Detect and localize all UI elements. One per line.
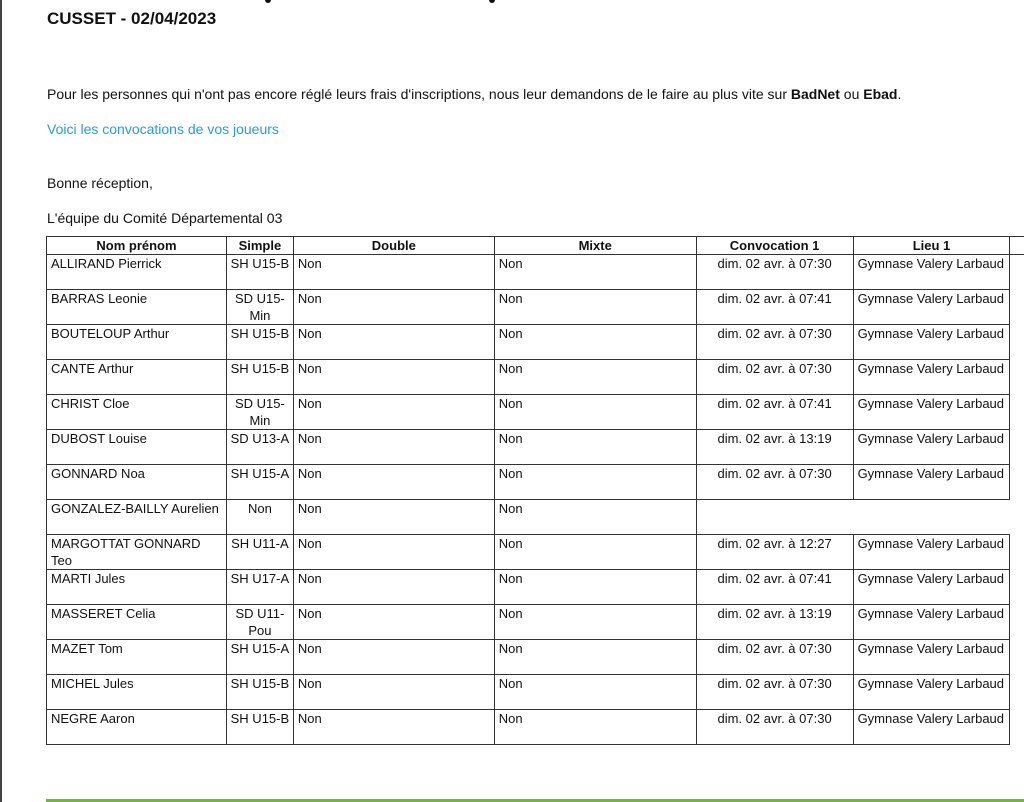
column-header-cropped: [1010, 237, 1024, 255]
simple-cell: SD U15-Min: [226, 395, 293, 430]
mixte-cell: Non: [494, 535, 696, 570]
simple-cell: SD U11-Pou: [226, 605, 293, 640]
payment-notice-end: .: [897, 86, 902, 102]
player-name-cell: ALLIRAND Pierrick: [47, 255, 227, 290]
column-header: Convocation 1: [696, 237, 853, 255]
mixte-cell: Non: [494, 570, 696, 605]
double-cell: Non: [293, 570, 494, 605]
column-header: Lieu 1: [853, 237, 1010, 255]
table-row: [47, 675, 1024, 710]
double-cell: Non: [293, 465, 494, 500]
player-name-cell: MARTI Jules: [47, 570, 227, 605]
row-spacer: [1010, 605, 1024, 640]
simple-cell: SH U15-B: [226, 675, 293, 710]
player-name-cell: GONZALEZ-BAILLY Aurelien: [47, 500, 227, 535]
row-spacer: [1010, 325, 1024, 360]
mixte-cell: Non: [494, 290, 696, 325]
simple-cell: SH U15-B: [226, 325, 293, 360]
player-name-cell: MAZET Tom: [47, 640, 227, 675]
convocation-cell: dim. 02 avr. à 07:30: [696, 360, 853, 395]
player-name-cell: CHRIST Cloe: [47, 395, 227, 430]
lieu-cell: Gymnase Valery Larbaud: [853, 570, 1010, 605]
convocations-link[interactable]: Voici les convocations de vos joueurs: [47, 121, 279, 137]
double-cell: Non: [293, 710, 494, 745]
mixte-cell: Non: [494, 465, 696, 500]
lieu-cell: Gymnase Valery Larbaud: [853, 290, 1010, 325]
cropped-heading-remnant: [265, 0, 505, 3]
lieu-cell: Gymnase Valery Larbaud: [853, 675, 1010, 710]
convocations-table: [46, 236, 1024, 745]
convocation-cell: dim. 02 avr. à 07:30: [696, 325, 853, 360]
lieu-cell: [853, 500, 1010, 535]
player-name-cell: MARGOTTAT GONNARD Teo: [47, 535, 227, 570]
table-row: [47, 710, 1024, 745]
row-spacer: [1010, 430, 1024, 465]
table-row: [47, 290, 1024, 325]
convocation-cell: dim. 02 avr. à 07:30: [696, 640, 853, 675]
column-header: Mixte: [494, 237, 696, 255]
row-spacer: [1010, 710, 1024, 745]
row-spacer: [1010, 675, 1024, 710]
simple-cell: SD U15-Min: [226, 290, 293, 325]
double-cell: Non: [293, 535, 494, 570]
simple-cell: SH U15-A: [226, 465, 293, 500]
lieu-cell: Gymnase Valery Larbaud: [853, 255, 1010, 290]
lieu-cell: Gymnase Valery Larbaud: [853, 465, 1010, 500]
column-header: Double: [293, 237, 494, 255]
mixte-cell: Non: [494, 255, 696, 290]
simple-cell: SH U15-B: [226, 255, 293, 290]
convocation-cell: dim. 02 avr. à 07:41: [696, 570, 853, 605]
double-cell: Non: [293, 325, 494, 360]
mixte-cell: Non: [494, 325, 696, 360]
double-cell: Non: [293, 605, 494, 640]
table-row: [47, 325, 1024, 360]
greeting-text: Bonne réception,: [47, 175, 153, 191]
row-spacer: [1010, 360, 1024, 395]
player-name-cell: BARRAS Leonie: [47, 290, 227, 325]
table-row: [47, 395, 1024, 430]
player-name-cell: MICHEL Jules: [47, 675, 227, 710]
payment-notice: [47, 86, 901, 102]
lieu-cell: Gymnase Valery Larbaud: [853, 605, 1010, 640]
simple-cell: SH U15-B: [226, 710, 293, 745]
double-cell: Non: [293, 500, 494, 535]
row-spacer: [1010, 465, 1024, 500]
simple-cell: SH U17-A: [226, 570, 293, 605]
simple-cell: SD U13-A: [226, 430, 293, 465]
lieu-cell: Gymnase Valery Larbaud: [853, 640, 1010, 675]
simple-cell: SH U15-B: [226, 360, 293, 395]
player-name-cell: MASSERET Celia: [47, 605, 227, 640]
simple-cell: SH U15-A: [226, 640, 293, 675]
double-cell: Non: [293, 395, 494, 430]
convocation-cell: dim. 02 avr. à 13:19: [696, 605, 853, 640]
column-header: Nom prénom: [47, 237, 227, 255]
page-title: CUSSET - 02/04/2023: [47, 9, 217, 28]
simple-cell: Non: [226, 500, 293, 535]
convocation-cell: dim. 02 avr. à 07:30: [696, 255, 853, 290]
lieu-cell: Gymnase Valery Larbaud: [853, 325, 1010, 360]
table-row: [47, 255, 1024, 290]
signature-text: L'équipe du Comité Départemental 03: [47, 210, 283, 226]
lieu-cell: Gymnase Valery Larbaud: [853, 395, 1010, 430]
table-header-row: [47, 237, 1024, 255]
mixte-cell: Non: [494, 710, 696, 745]
payment-notice-text: Pour les personnes qui n'ont pas encore réglé leurs frais d'inscriptions, nous leur demandons de le faire au plus vite sur: [47, 86, 791, 102]
table-row: [47, 605, 1024, 640]
convocation-cell: [696, 500, 853, 535]
mixte-cell: Non: [494, 675, 696, 710]
row-spacer: [1010, 255, 1024, 290]
row-spacer: [1010, 500, 1024, 535]
player-name-cell: GONNARD Noa: [47, 465, 227, 500]
mixte-cell: Non: [494, 360, 696, 395]
lieu-cell: Gymnase Valery Larbaud: [853, 430, 1010, 465]
mixte-cell: Non: [494, 500, 696, 535]
row-spacer: [1010, 395, 1024, 430]
table-row: [47, 640, 1024, 675]
row-spacer: [1010, 570, 1024, 605]
double-cell: Non: [293, 640, 494, 675]
table-row: [47, 430, 1024, 465]
convocation-cell: dim. 02 avr. à 07:30: [696, 675, 853, 710]
convocation-cell: dim. 02 avr. à 07:41: [696, 395, 853, 430]
mixte-cell: Non: [494, 430, 696, 465]
convocation-cell: dim. 02 avr. à 07:41: [696, 290, 853, 325]
lieu-cell: Gymnase Valery Larbaud: [853, 535, 1010, 570]
page-edge: [0, 0, 2, 802]
row-spacer: [1010, 640, 1024, 675]
table-row: [47, 535, 1024, 570]
double-cell: Non: [293, 360, 494, 395]
double-cell: Non: [293, 255, 494, 290]
mixte-cell: Non: [494, 605, 696, 640]
mixte-cell: Non: [494, 395, 696, 430]
player-name-cell: DUBOST Louise: [47, 430, 227, 465]
table-row: [47, 570, 1024, 605]
simple-cell: SH U11-A: [226, 535, 293, 570]
ebad-label: Ebad: [863, 86, 898, 102]
row-spacer: [1010, 290, 1024, 325]
player-name-cell: BOUTELOUP Arthur: [47, 325, 227, 360]
convocation-cell: dim. 02 avr. à 13:19: [696, 430, 853, 465]
column-header: Simple: [226, 237, 293, 255]
convocation-cell: dim. 02 avr. à 12:27: [696, 535, 853, 570]
lieu-cell: Gymnase Valery Larbaud: [853, 360, 1010, 395]
table-row: [47, 500, 1024, 535]
convocation-cell: dim. 02 avr. à 07:30: [696, 465, 853, 500]
double-cell: Non: [293, 430, 494, 465]
double-cell: Non: [293, 290, 494, 325]
table-row: [47, 465, 1024, 500]
lieu-cell: Gymnase Valery Larbaud: [853, 710, 1010, 745]
row-spacer: [1010, 535, 1024, 570]
convocation-cell: dim. 02 avr. à 07:30: [696, 710, 853, 745]
badnet-label: BadNet: [790, 86, 840, 102]
player-name-cell: NEGRE Aaron: [47, 710, 227, 745]
player-name-cell: CANTE Arthur: [47, 360, 227, 395]
table-row: [47, 360, 1024, 395]
payment-notice-or: ou: [839, 86, 864, 102]
mixte-cell: Non: [494, 640, 696, 675]
double-cell: Non: [293, 675, 494, 710]
